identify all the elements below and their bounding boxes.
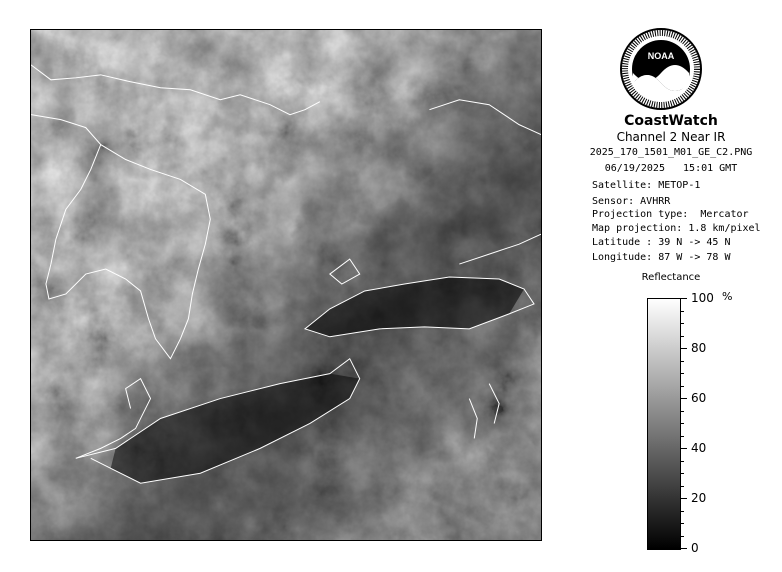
colorbar-minor-tick <box>681 511 684 512</box>
satellite-text: Satellite: METOP-1 <box>592 180 701 191</box>
cloud-imagery <box>31 30 541 540</box>
colorbar-minor-tick <box>681 461 684 462</box>
colorbar-minor-tick <box>681 486 684 487</box>
colorbar-minor-tick <box>681 423 684 424</box>
noaa-seal-icon <box>619 27 703 111</box>
satellite-image <box>30 29 542 541</box>
colorbar-tick-label: 0 <box>691 541 699 555</box>
colorbar-minor-tick <box>681 523 684 524</box>
colorbar-minor-tick <box>681 336 684 337</box>
panel-title: CoastWatch <box>624 113 718 129</box>
colorbar-tick <box>681 298 687 299</box>
colorbar-minor-tick <box>681 536 684 537</box>
datetime-text: 06/19/2025 15:01 GMT <box>604 163 738 174</box>
colorbar-tick <box>681 448 687 449</box>
colorbar-tick-label: 100 <box>691 291 714 305</box>
colorbar-minor-tick <box>681 373 684 374</box>
colorbar-minor-tick <box>681 361 684 362</box>
colorbar-minor-tick <box>681 473 684 474</box>
sensor-text: Sensor: AVHRR <box>592 196 671 207</box>
colorbar-tick <box>681 348 687 349</box>
filename-text: 2025_170_1501_M01_GE_C2.PNG <box>589 147 753 158</box>
longitude-text: Longitude: 87 W -> 78 W <box>592 252 731 263</box>
colorbar-tick-label: 60 <box>691 391 707 405</box>
panel-subtitle: Channel 2 Near IR <box>616 130 726 144</box>
colorbar-tick <box>681 498 687 499</box>
colorbar-tick-label: 80 <box>691 341 707 355</box>
colorbar-minor-tick <box>681 436 684 437</box>
colorbar-minor-tick <box>681 411 684 412</box>
colorbar-tick <box>681 398 687 399</box>
colorbar-tick <box>681 548 687 549</box>
map-projection-text: Map projection: 1.8 km/pixel <box>592 223 761 234</box>
colorbar-minor-tick <box>681 311 684 312</box>
colorbar-unit: % <box>722 290 733 303</box>
latitude-text: Latitude : 39 N -> 45 N <box>592 237 731 248</box>
colorbar-minor-tick <box>681 386 684 387</box>
colorbar <box>647 298 681 550</box>
colorbar-minor-tick <box>681 323 684 324</box>
projection-text: Projection type: Mercator <box>592 209 749 220</box>
colorbar-tick-label: 40 <box>691 441 707 455</box>
colorbar-title: Reflectance <box>641 272 701 283</box>
logo-text: NOAA <box>647 51 675 61</box>
colorbar-tick-label: 20 <box>691 491 707 505</box>
